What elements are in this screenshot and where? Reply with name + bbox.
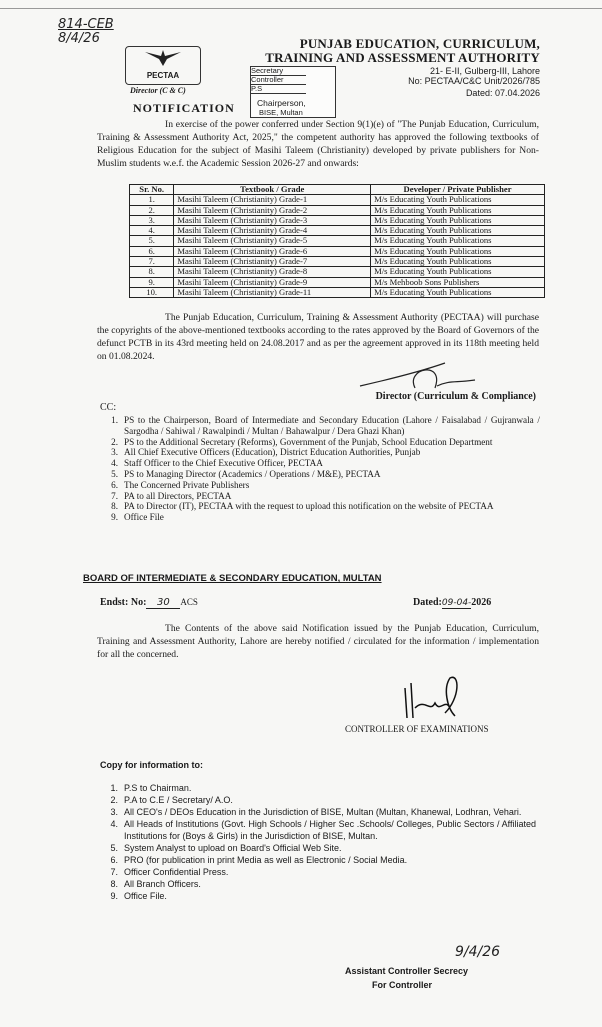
eagle-icon [143, 47, 183, 67]
list-item: 2. PS to the Additional Secretary (Reforms), Government of the Punjab, School Education Department [111, 436, 493, 447]
endorsement-number: Endst: No: 30 ACS [100, 597, 198, 608]
textbook-grade-cell: Masihi Taleem (Christianity) Grade-8 [174, 267, 371, 277]
textbook-grade-cell: Masihi Taleem (Christianity) Grade-5 [174, 236, 371, 246]
controller-signature [395, 668, 465, 720]
table-row [130, 215, 545, 225]
list-item: 8. PA to Director (IT), PECTAA with the request to upload this notification on the website of PECTAA [111, 501, 494, 512]
textbook-table [129, 184, 545, 298]
endorsement-body: The Contents of the above said Notification issued by the Punjab Education, Curriculum, Training and Assessment Authority, Lahore are hereby notified / circulated for the information / implementation for all the concerned. [97, 623, 539, 660]
publisher-cell: M/s Mehboob Sons Publishers [371, 277, 545, 287]
list-item: 5. System Analyst to upload on Board's Official Web Site. [110, 843, 342, 853]
list-item: 3. All CEO's / DEOs Education in the Jurisdiction of BISE, Multan (Multan, Khanewal, Lodhran, Vehari. [110, 807, 522, 817]
list-item: 7. Officer Confidential Press. [110, 867, 229, 877]
director-cc-caption: Director (C & C) [130, 86, 186, 95]
table-row [130, 236, 545, 246]
textbook-grade-cell: Masihi Taleem (Christianity) Grade-6 [174, 246, 371, 256]
textbook-grade-cell: Masihi Taleem (Christianity) Grade-7 [174, 257, 371, 267]
letter-number: No: PECTAA/C&C Unit/2026/785 [408, 76, 540, 86]
table-row [130, 287, 545, 297]
list-item: 4. Staff Officer to the Chief Executive Officer, PECTAA [111, 458, 323, 469]
sr-no-cell: 3. [130, 215, 174, 225]
publisher-cell: M/s Educating Youth Publications [371, 236, 545, 246]
publisher-cell: M/s Educating Youth Publications [371, 257, 545, 267]
list-item: 9. Office File [111, 512, 164, 523]
textbook-grade-cell: Masihi Taleem (Christianity) Grade-3 [174, 215, 371, 225]
diary-number: 814-CEB [58, 17, 114, 32]
list-item: 2. P.A to C.E / Secretary/ A.O. [110, 795, 233, 805]
controller-designation: CONTROLLER OF EXAMINATIONS [345, 724, 489, 734]
list-item: 3. All Chief Executive Officers (Education), District Education Authorities, Punjab [111, 447, 421, 458]
sr-no-cell: 8. [130, 267, 174, 277]
list-item: 5. PS to Managing Director (Academics / Operations / M&E), PECTAA [111, 468, 381, 479]
sr-no-cell: 10. [130, 287, 174, 297]
notification-body: In exercise of the power conferred under Section 9(1)(e) of "The Punjab Education, Curriculum, Training & Assessment Authority Act, 2025," the competent authority has approved the following textbooks of Religious Education for the subject of Masihi Taleem (Christianity) developed by private publishers for Non-Muslim students w.e.f. the Academic Session 2026-27 and onwards: [97, 119, 539, 169]
sr-no-cell: 9. [130, 277, 174, 287]
sr-no-cell: 7. [130, 257, 174, 267]
textbook-grade-cell: Masihi Taleem (Christianity) Grade-9 [174, 277, 371, 287]
table-row [130, 277, 545, 287]
textbook-grade-cell: Masihi Taleem (Christianity) Grade-4 [174, 226, 371, 236]
authority-address: 21- E-II, Gulberg-III, Lahore [429, 66, 540, 76]
purchase-paragraph: The Punjab Education, Curriculum, Training & Assessment Authority (PECTAA) will purchase the copyrights of the above-mentioned textbooks according to the rates approved by the Board of Governors of the defunct PCTB in its 43rd meeting held on 24.08.2017 and as per the agreement approved in its 118th meeting held on 01.08.2024. [97, 312, 539, 362]
asst-controller-designation: Assistant Controller Secrecy [345, 966, 469, 976]
pectaa-logo: PECTAA [125, 46, 201, 85]
sr-no-cell: 4. [130, 226, 174, 236]
textbook-grade-cell: Masihi Taleem (Christianity) Grade-11 [174, 287, 371, 297]
publisher-cell: M/s Educating Youth Publications [371, 267, 545, 277]
table-row [130, 205, 545, 215]
copy-list [100, 782, 536, 902]
director-signature [355, 360, 485, 390]
receipt-stamp: Secretary Controller P.S Chairperson, BISE, Multan [250, 66, 336, 118]
list-item: 1. PS to the Chairperson, Board of Intermediate and Secondary Education (Lahore / Faisalabad / Gujranwala / Sargodha / Sahiwal / Rawalpindi / Multan / Bahawalpur / Dera Ghazi Khan) [111, 415, 540, 436]
copy-label: Copy for information to: [100, 760, 203, 770]
table-row [130, 226, 545, 236]
authority-title-line2: TRAINING AND ASSESSMENT AUTHORITY [265, 50, 540, 65]
sr-no-cell: 5. [130, 236, 174, 246]
publisher-cell: M/s Educating Youth Publications [371, 195, 545, 205]
table-row [130, 195, 545, 205]
list-item: 6. The Concerned Private Publishers [111, 479, 250, 490]
list-item: 7. PA to all Directors, PECTAA [111, 490, 232, 501]
diary-date: 8/4/26 [58, 31, 100, 46]
sr-no-cell: 1. [130, 195, 174, 205]
cc-label: CC: [100, 402, 117, 413]
letter-date: Dated: 07.04.2026 [465, 88, 540, 98]
notification-heading: NOTIFICATION [133, 101, 235, 115]
publisher-cell: M/s Educating Youth Publications [371, 287, 545, 297]
list-item: 9. Office File. [110, 891, 167, 901]
cc-list [100, 415, 540, 523]
for-controller: For Controller [372, 980, 432, 990]
publisher-cell: M/s Educating Youth Publications [371, 226, 545, 236]
table-row [130, 267, 545, 277]
scan-edge [0, 8, 602, 9]
sr-no-cell: 2. [130, 205, 174, 215]
textbook-grade-cell: Masihi Taleem (Christianity) Grade-2 [174, 205, 371, 215]
bise-heading: BOARD OF INTERMEDIATE & SECONDARY EDUCATION, MULTAN [83, 573, 382, 584]
sr-no-cell: 6. [130, 246, 174, 256]
publisher-cell: M/s Educating Youth Publications [371, 205, 545, 215]
list-item: 6. PRO (for publication in print Media as well as Electronic / Social Media. [110, 855, 408, 865]
textbook-grade-cell: Masihi Taleem (Christianity) Grade-1 [174, 195, 371, 205]
handwritten-diary-note [58, 18, 114, 46]
list-item: 1. P.S to Chairman. [110, 783, 192, 793]
list-item: 4. All Heads of Institutions (Govt. High Schools / Higher Sec .Schools/ Colleges, Public Sectors / Affiliated Institutions for (Boys & Girls) in the Jurisdiction of BISE, Multan. [110, 819, 536, 841]
final-signature-date: 9/4/26 [455, 944, 501, 960]
table-row [130, 246, 545, 256]
authority-title-line1: PUNJAB EDUCATION, CURRICULUM, [299, 36, 540, 51]
table-row [130, 257, 545, 267]
list-item: 8. All Branch Officers. [110, 879, 201, 889]
publisher-cell: M/s Educating Youth Publications [371, 215, 545, 225]
director-designation: Director (Curriculum & Compliance) [375, 391, 536, 402]
table-header-row: Sr. No. Textbook / Grade Developer / Private Publisher [130, 185, 545, 195]
endorsement-date: Dated:09-04-2026 [413, 597, 492, 608]
publisher-cell: M/s Educating Youth Publications [371, 246, 545, 256]
